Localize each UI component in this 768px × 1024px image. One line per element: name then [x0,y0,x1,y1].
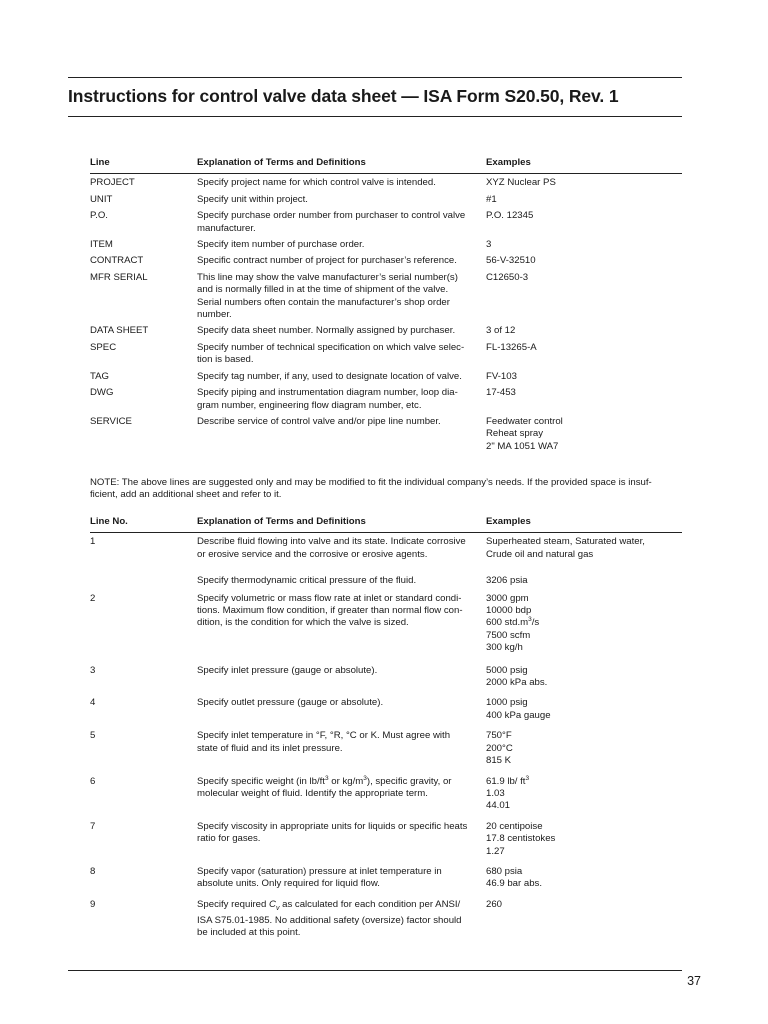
examples-cell [486,730,682,767]
line-cell: DWG [90,387,114,399]
text-line: 3000 gpm [486,592,529,604]
examples-cell [486,416,682,453]
table-row [90,896,682,941]
header-lines-table [90,157,682,454]
text-line: FL-13265-A [486,341,537,353]
column-header-examples: Examples [486,157,531,168]
table-header [90,516,682,533]
line-cell: 2 [90,592,96,604]
text-line: 2" MA 1051 WA7 [486,440,559,452]
examples-cell [486,342,682,367]
examples-cell [486,210,682,235]
text-line: 17-453 [486,387,516,399]
table-row [90,174,682,190]
text-line: manufacturer. [197,222,256,234]
explanation-cell [197,665,486,690]
note-line: NOTE: The above lines are suggested only and may be modified to fit the individual company’s needs. If the provided space is insuf- [90,477,652,488]
table-row [90,863,682,892]
examples-cell [486,239,682,251]
text-line: 3206 psia [486,575,528,587]
text-line: XYZ Nuclear PS [486,177,556,189]
text-line: C12650-3 [486,271,529,283]
table-row [90,727,682,768]
table-row [90,339,682,368]
line-cell: PROJECT [90,177,135,189]
text-line: 46.9 bar abs. [486,878,543,890]
text-line: Specify number of technical specification on which valve selec- [197,341,465,353]
explanation-cell [197,776,486,813]
page-number: 37 [687,974,701,988]
table-header [90,157,682,174]
table-row [90,368,682,384]
line-cell: P.O. [90,210,108,222]
explanation-cell [197,866,486,891]
line-cell: CONTRACT [90,255,144,267]
text-line: 400 kPa gauge [486,709,551,721]
table-row [90,252,682,268]
explanation-cell [197,730,486,767]
line-cell [90,575,197,587]
table-row [90,191,682,207]
explanation-cell [197,272,486,322]
table-row [90,773,682,814]
column-header-explanation: Explanation of Terms and Definitions [197,516,366,527]
examples-cell [486,593,682,655]
text-line: Crude oil and natural gas [486,548,594,560]
text-line: or erosive service and the corrosive or erosive agents. [197,548,428,560]
column-header-line-no: Line No. [90,516,128,527]
table-body [90,174,682,454]
text-line: 17.8 centistokes [486,833,556,845]
text-line: state of fluid and its inlet pressure. [197,742,343,754]
note-line: ficient, add an additional sheet and refer to it. [90,489,282,501]
text-line: 7500 scfm [486,629,531,641]
examples-cell [486,899,682,940]
text-line: molecular weight of fluid. Identify the appropriate term. [197,787,428,799]
column-header-examples: Examples [486,516,531,527]
line-cell: SERVICE [90,415,132,427]
explanation-cell [197,697,486,722]
text-line: Serial numbers often contain the manufacturer’s shop order [197,296,450,308]
table-row [90,662,682,691]
line-cell: 8 [90,865,96,877]
text-line: and is normally filled in at the time of shipment of the valve. [197,284,449,296]
text-line: ISA S75.01-1985. No additional safety (oversize) factor should [197,915,462,927]
table-row [90,533,682,562]
explanation-cell [197,342,486,367]
text-line: FV-103 [486,370,517,382]
examples-cell [486,821,682,858]
table-row [90,572,682,588]
examples-cell [486,665,682,690]
text-line: 1.03 [486,787,505,799]
examples-cell [486,325,682,337]
text-line: dition, is the condition for which the valve is sized. [197,617,409,629]
explanation-cell [197,821,486,858]
examples-cell [486,536,682,561]
explanation-cell [197,325,486,337]
text-line: 1.27 [486,845,505,857]
line-cell: 5 [90,730,96,742]
explanation-cell [197,416,486,453]
table-row [90,236,682,252]
text-line: Specify specific weight (in $lb/ft^3$ or $kg/m^3$), specific gravity, or [197,774,452,787]
text-line: 20 centipoise [486,820,543,832]
text-line: Specify unit within project. [197,193,308,205]
table-row [90,384,682,413]
explanation-cell [197,593,486,655]
examples-cell [486,272,682,322]
text-line: Describe service of control valve and/or pipe line number. [197,415,441,427]
text-line: 260 [486,898,503,910]
line-cell: 7 [90,820,96,832]
examples-cell [486,575,682,587]
text-line: P.O. 12345 [486,210,534,222]
line-cell: 1 [90,536,96,548]
line-cell: MFR SERIAL [90,271,148,283]
explanation-cell [197,210,486,235]
examples-cell [486,776,682,813]
explanation-cell [197,899,486,940]
examples-cell [486,255,682,267]
text-line: 815 K [486,755,512,767]
text-line: ratio for gases. [197,833,261,845]
text-line: Specify purchase order number from purchaser to control valve [197,210,466,222]
text-line: Specify thermodynamic critical pressure of the fluid. [197,575,417,587]
line-cell: TAG [90,370,110,382]
table-row [90,269,682,323]
text-line: #1 [486,193,497,205]
title-bottom-rule [68,116,682,117]
explanation-cell [197,575,486,587]
text-line: 200°C [486,742,513,754]
text-line: Specify volumetric or mass flow rate at inlet or standard condi- [197,592,462,604]
table-row [90,322,682,338]
text-line: 61.9 lb/ $ft^3$ [486,774,530,787]
text-line: Specify item number of purchase order. [197,239,365,251]
table-row [90,818,682,859]
table-row [90,207,682,236]
note-paragraph [90,477,690,502]
explanation-cell [197,194,486,206]
text-line: 750°F [486,730,512,742]
line-cell: 4 [90,697,96,709]
text-line: gram number, engineering flow diagram number, etc. [197,399,422,411]
examples-cell [486,697,682,722]
text-line: 5000 psig [486,664,528,676]
text-line: Specify inlet temperature in °F, °R, °C or K. Must agree with [197,730,451,742]
table-row [90,694,682,723]
examples-cell [486,866,682,891]
text-line: 3 [486,239,492,251]
text-line: Specify outlet pressure (gauge or absolute). [197,697,384,709]
text-line: Specify tag number, if any, used to designate location of valve. [197,370,462,382]
line-cell: ITEM [90,239,113,251]
text-line: 680 psia [486,865,523,877]
explanation-cell [197,255,486,267]
explanation-cell [197,177,486,189]
text-line: 300 kg/h [486,642,523,654]
text-line: Reheat spray [486,428,544,440]
text-line: This line may show the valve manufacturer’s serial number(s) [197,271,458,283]
footer-rule [68,970,682,971]
numbered-lines-table [90,516,682,941]
text-line: 10000 bdp [486,605,532,617]
examples-cell [486,177,682,189]
examples-cell [486,194,682,206]
column-header-explanation: Explanation of Terms and Definitions [197,157,366,168]
table-body [90,533,682,940]
text-line: Specify data sheet number. Normally assigned by purchaser. [197,325,456,337]
text-line: Specify viscosity in appropriate units for liquids or specific heats [197,820,468,832]
text-line: tions. Maximum flow condition, if greater than normal flow con- [197,605,463,617]
table-row [90,590,682,656]
explanation-cell [197,371,486,383]
text-line: absolute units. Only required for liquid flow. [197,878,380,890]
line-cell: UNIT [90,193,113,205]
text-line: Describe fluid flowing into valve and its state. Indicate corrosive [197,536,466,548]
text-line: tion is based. [197,354,254,366]
line-cell: 3 [90,664,96,676]
examples-cell [486,371,682,383]
text-line: Specific contract number of project for purchaser’s reference. [197,255,457,267]
text-line: Specify piping and instrumentation diagram number, loop dia- [197,387,458,399]
explanation-cell [197,239,486,251]
text-line: number. [197,309,232,321]
text-line: Specify inlet pressure (gauge or absolute). [197,664,378,676]
line-cell: SPEC [90,341,117,353]
title-top-rule [68,77,682,78]
line-cell: 9 [90,898,96,910]
line-cell: DATA SHEET [90,325,149,337]
text-line: 56-V-32510 [486,255,536,267]
line-cell: 6 [90,775,96,787]
text-line: Superheated steam, Saturated water, [486,536,645,548]
text-line: Specify required $C_v$ as calculated for each condition per ANSI/ [197,898,461,912]
column-header-line: Line [90,157,110,168]
text-line: 600 $std.m^3/s$ [486,616,540,629]
text-line: 1000 psig [486,697,528,709]
text-line: Feedwater control [486,415,563,427]
text-line: be included at this point. [197,927,301,939]
text-line: 3 of 12 [486,325,516,337]
text-line: Specify project name for which control valve is intended. [197,177,436,189]
text-line: 44.01 [486,800,511,812]
page-title: Instructions for control valve data sheet — ISA Form S20.50, Rev. 1 [68,86,619,106]
explanation-cell [197,387,486,412]
text-line: 2000 kPa abs. [486,677,548,689]
table-row [90,413,682,454]
explanation-cell [197,536,486,561]
examples-cell [486,387,682,412]
text-line: Specify vapor (saturation) pressure at inlet temperature in [197,865,442,877]
